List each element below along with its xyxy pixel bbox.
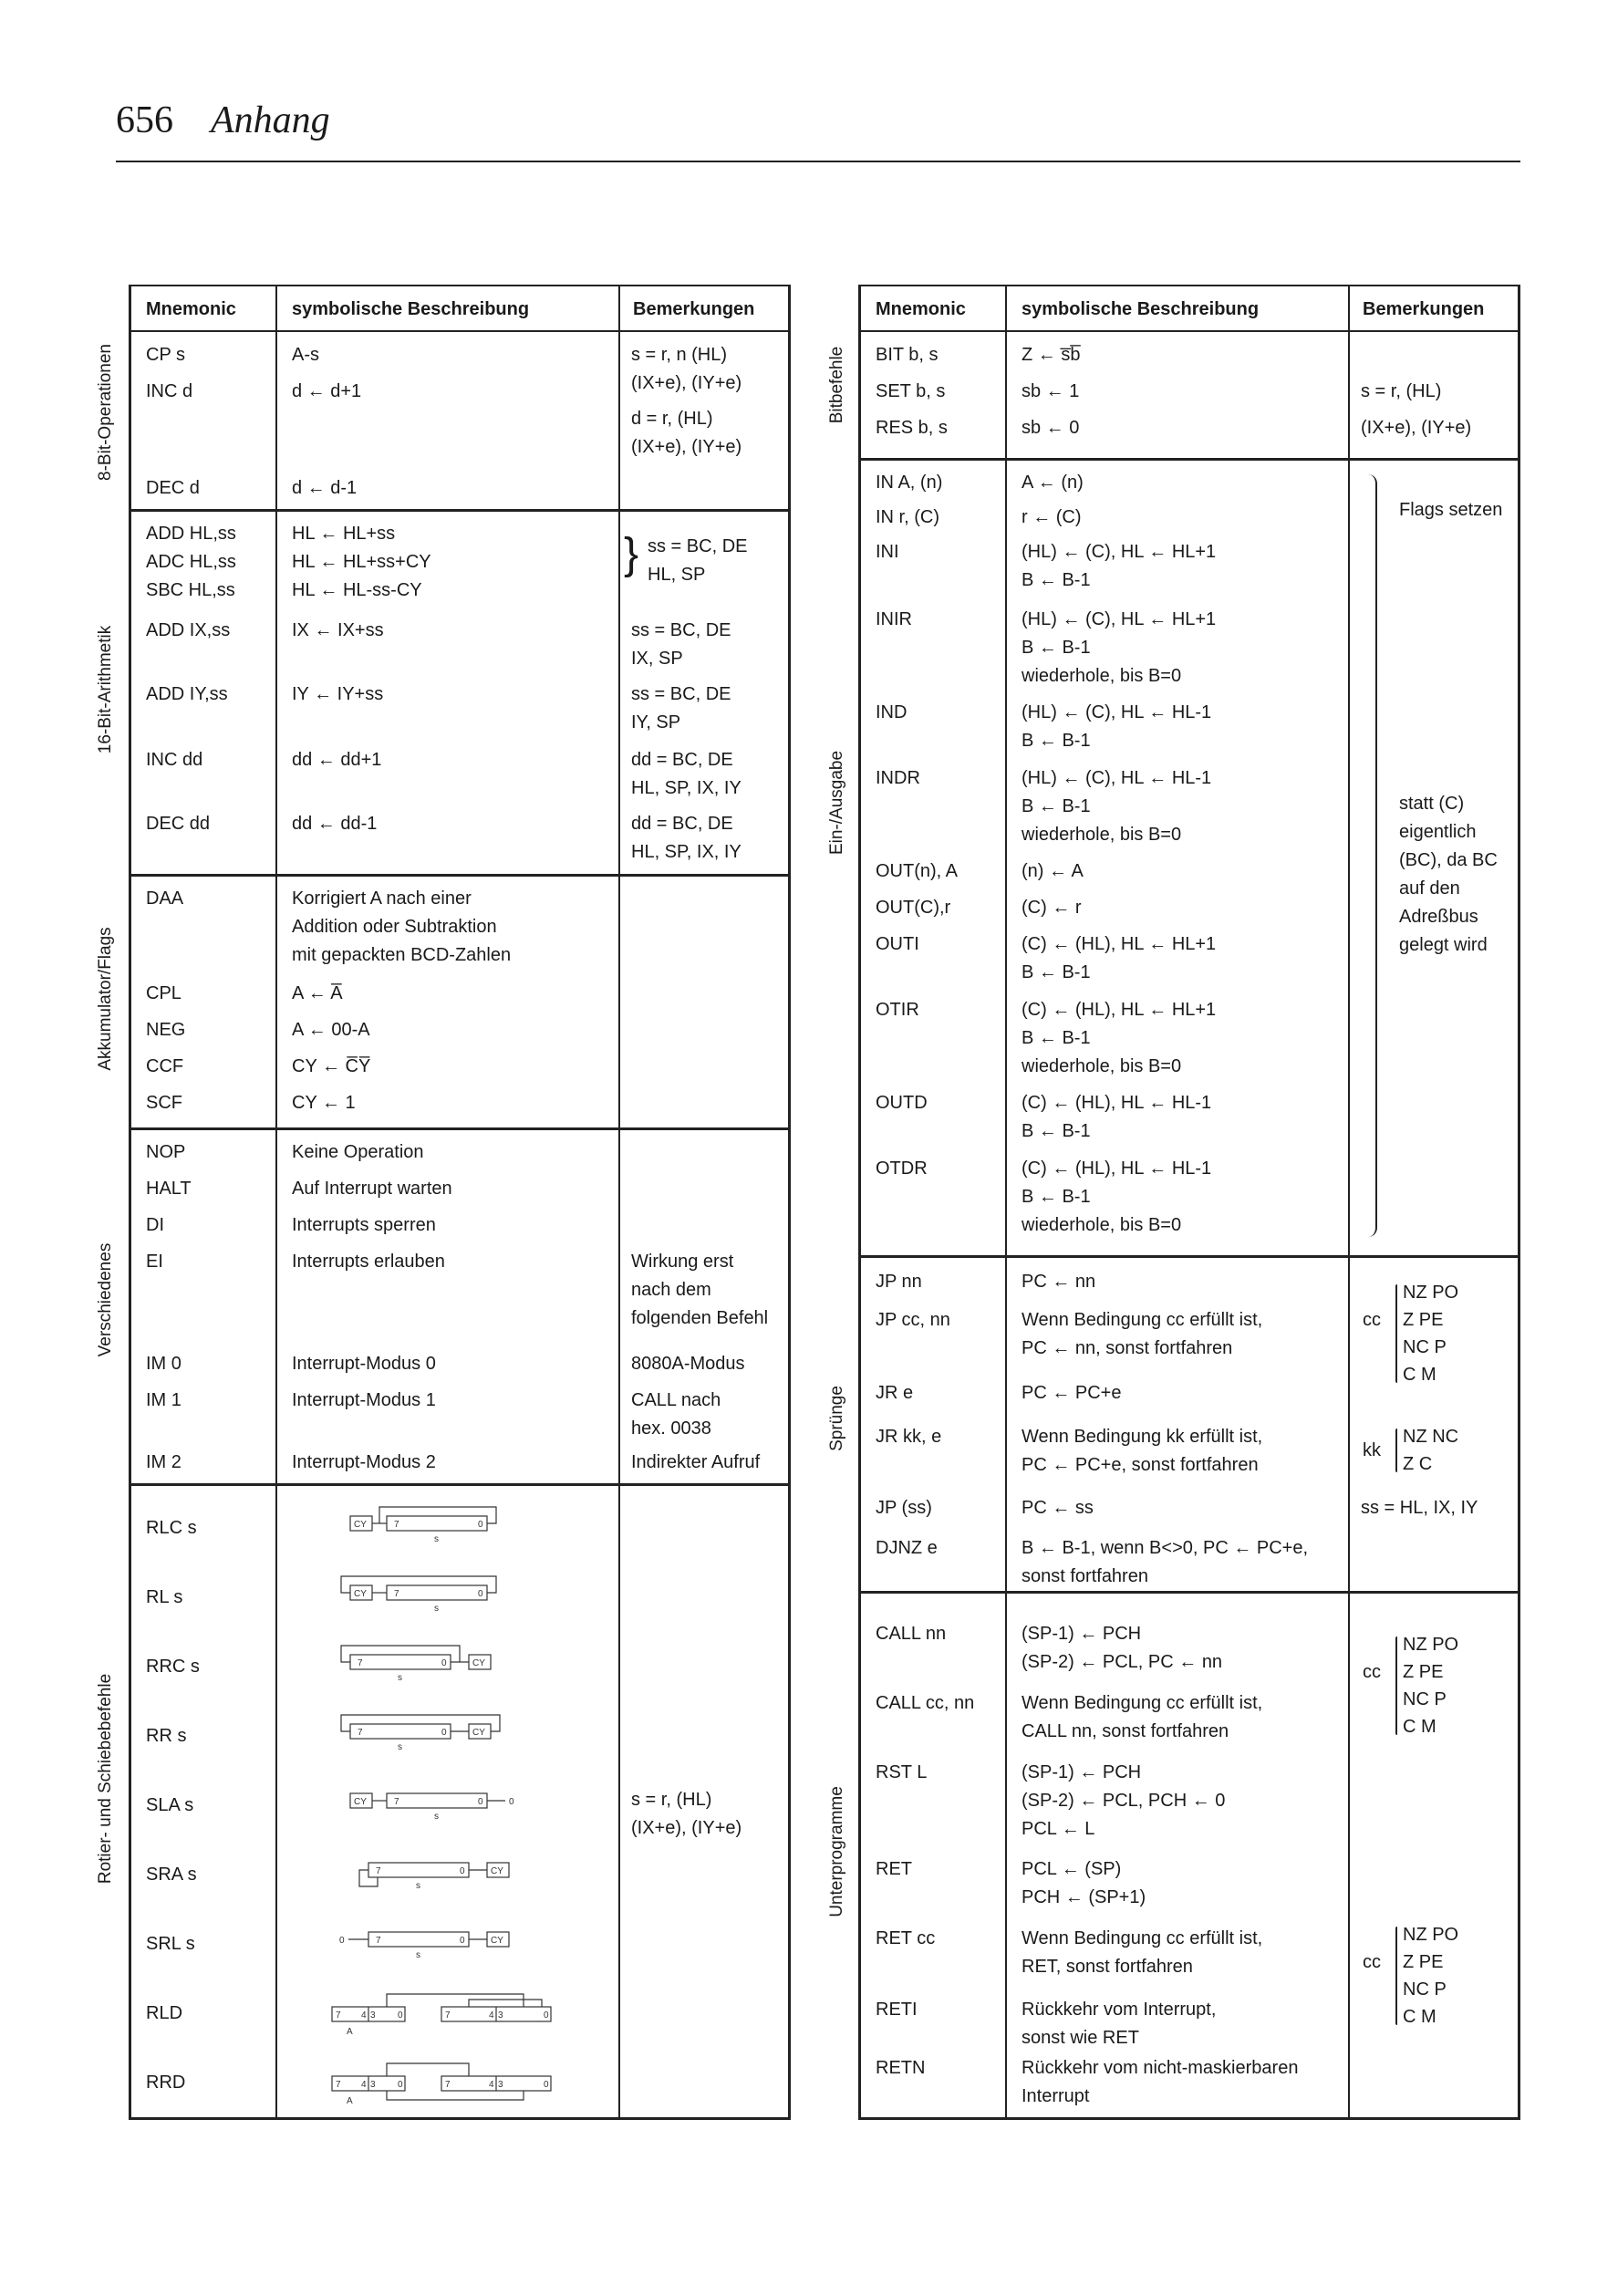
description: PCL ← (SP) PCH ← (SP+1) (1022, 1859, 1146, 1907)
mnemonic: RST L (876, 1762, 928, 1782)
mnemonic: SCF (146, 1093, 182, 1113)
description: A ← 00-A (292, 1020, 370, 1040)
diagram-sla (350, 1793, 514, 1822)
mnemonic: RET (876, 1859, 912, 1879)
page-title: Anhang (211, 99, 330, 141)
condition-cc-jp (1363, 1279, 1518, 1388)
description: dd ← dd-1 (292, 814, 378, 834)
label-bit7: 7 (445, 2080, 451, 2090)
label-bit3: 3 (370, 2010, 376, 2021)
remark: s = r, (HL) (1361, 381, 1442, 401)
mnemonic: BIT b, s (876, 345, 939, 365)
label-s: s (416, 1950, 420, 1960)
description: PC ← ss (1022, 1498, 1094, 1518)
label-bit0: 0 (478, 1589, 483, 1599)
remark-bc: statt (C) eigentlich (BC), da BC auf den Adreßbus gelegt wird (1399, 794, 1498, 955)
label-bit7: 7 (336, 2010, 341, 2021)
description: Keine Operation (292, 1142, 424, 1162)
mnemonic: JR e (876, 1383, 914, 1403)
label-bit4: 4 (361, 2010, 367, 2021)
mnemonic: SRL s (146, 1934, 195, 1954)
mnemonic: IN A, (n) (876, 473, 943, 493)
mnemonic: INC d (146, 381, 193, 401)
mnemonic: RETN (876, 2058, 926, 2078)
description: Wenn Bedingung kk erfüllt ist, PC ← PC+e, sonst fortfahren (1022, 1427, 1263, 1475)
description: (C) ← (HL), HL ← HL-1 B ← B-1 wiederhole, bis B=0 (1022, 1158, 1212, 1235)
mnemonic: ADD IY,ss (146, 684, 228, 704)
description: r ← (C) (1022, 507, 1082, 527)
kk-label: kk (1363, 1440, 1381, 1460)
diagram-rlc (350, 1507, 496, 1544)
mnemonic: RLC s (146, 1518, 197, 1538)
remark: d = r, (HL) (IX+e), (IY+e) (631, 409, 742, 457)
diagram-rrc (341, 1646, 491, 1683)
mnemonic: IM 2 (146, 1452, 182, 1472)
label-cy: CY (491, 1936, 503, 1946)
description: A-s (292, 345, 319, 365)
label-bit0: 0 (544, 2080, 549, 2090)
kk-list: NZ NC Z C (1403, 1427, 1459, 1474)
mnemonic: OUTI (876, 934, 919, 954)
category-16bit: 16-Bit-Arithmetik (96, 625, 115, 754)
category-verschiedenes: Verschiedenes (96, 1242, 115, 1357)
description: (HL) ← (C), HL ← HL-1 B ← B-1 (1022, 702, 1212, 751)
category-bit: Bitbefehle (827, 346, 846, 424)
description: (SP-1) ← PCH (SP-2) ← PCL, PCH ← 0 PCL ← L (1022, 1762, 1226, 1839)
mnemonic: IN r, (C) (876, 507, 939, 527)
label-s: s (398, 1673, 402, 1683)
category-8bit: 8-Bit-Operationen (96, 344, 115, 481)
description: (C) ← r (1022, 898, 1082, 918)
description: Interrupt-Modus 0 (292, 1354, 436, 1374)
description: (HL) ← (C), HL ← HL+1 B ← B-1 wiederhole, bis B=0 (1022, 609, 1217, 686)
diagram-rld (332, 1994, 551, 2037)
condition-cc-call (1363, 1631, 1518, 1740)
label-cy: CY (354, 1520, 367, 1530)
mnemonic: CP s (146, 345, 185, 365)
mnemonic: CPL (146, 983, 182, 1003)
label-s: s (434, 1812, 439, 1822)
category-unterprogramme: Unterprogramme (827, 1786, 846, 1917)
description: Wenn Bedingung cc erfüllt ist, PC ← nn, sonst fortfahren (1022, 1310, 1263, 1358)
mnemonic: IM 0 (146, 1354, 182, 1374)
category-rotier: Rotier- und Schiebebefehle (96, 1673, 115, 1885)
mnemonic: DAA (146, 888, 184, 909)
label-bit7: 7 (445, 2010, 451, 2021)
description: sb ← 0 (1022, 418, 1080, 438)
label-bit3: 3 (498, 2080, 503, 2090)
mnemonic: INIR (876, 609, 912, 629)
label-cy: CY (491, 1866, 503, 1876)
remark: (IX+e), (IY+e) (1361, 418, 1472, 438)
label-bit0: 0 (478, 1520, 483, 1530)
description: d ← d-1 (292, 478, 358, 498)
mnemonic: OTDR (876, 1158, 928, 1179)
mnemonic: CCF (146, 1056, 184, 1076)
instruction-table-right (858, 285, 1520, 2120)
description: (HL) ← (C), HL ← HL-1 B ← B-1 wiederhole, bis B=0 (1022, 768, 1212, 845)
description: Interrupt-Modus 2 (292, 1452, 436, 1472)
label-bit4: 4 (489, 2080, 494, 2090)
mnemonic: RETI (876, 2000, 918, 2020)
mnemonic: RRD (146, 2073, 186, 2093)
label-bit7: 7 (394, 1797, 399, 1807)
label-a: A (347, 2027, 353, 2037)
condition-cc-ret (1363, 1921, 1518, 2031)
mnemonic: DEC d (146, 478, 200, 498)
category-spruenge: Sprünge (827, 1386, 846, 1451)
mnemonic: RLD (146, 2003, 183, 2023)
header-beschreibung: symbolische Beschreibung (1022, 299, 1260, 319)
remark: dd = BC, DE HL, SP, IX, IY (631, 814, 742, 862)
category-io: Ein-/Ausgabe (827, 750, 846, 856)
remark: Wirkung erst nach dem folgenden Befehl (631, 1252, 769, 1328)
remark: ss = BC, DE HL, SP (648, 536, 748, 585)
mnemonic: ADD IX,ss (146, 620, 231, 640)
label-zero: 0 (509, 1797, 514, 1807)
description: Interrupts erlauben (292, 1252, 445, 1272)
label-bit7: 7 (394, 1589, 399, 1599)
header-bemerkungen: Bemerkungen (633, 299, 755, 319)
label-bit4: 4 (489, 2010, 494, 2021)
category-akku: Akkumulator/Flags (96, 927, 115, 1071)
diagram-sra (359, 1863, 509, 1891)
mnemonic: OTIR (876, 1000, 919, 1020)
mnemonic: SRA s (146, 1865, 197, 1885)
diagram-rr (341, 1715, 500, 1752)
mnemonic: JP (ss) (876, 1498, 932, 1518)
description: Rückkehr vom Interrupt, sonst wie RET (1022, 2000, 1217, 2048)
description: Auf Interrupt warten (292, 1179, 452, 1199)
mnemonic: NEG (146, 1020, 186, 1040)
description: d ← d+1 (292, 381, 362, 401)
mnemonic: DJNZ e (876, 1538, 938, 1558)
cc-label: cc (1363, 1310, 1381, 1330)
description: Interrupts sperren (292, 1215, 436, 1235)
mnemonic: HALT (146, 1179, 192, 1199)
remark: s = r, n (HL) (IX+e), (IY+e) (631, 345, 742, 393)
condition-kk (1363, 1423, 1518, 1478)
mnemonic: NOP (146, 1142, 186, 1162)
description: B ← B-1, wenn B<>0, PC ← PC+e, sonst fortfahren (1022, 1538, 1309, 1586)
mnemonic: OUT(n), A (876, 861, 959, 881)
label-bit4: 4 (361, 2080, 367, 2090)
label-s: s (434, 1534, 439, 1544)
mnemonic: INDR (876, 768, 920, 788)
cc-label: cc (1363, 1662, 1381, 1682)
description: Wenn Bedingung cc erfüllt ist, RET, sonst fortfahren (1022, 1928, 1263, 1977)
label-zero: 0 (339, 1936, 345, 1946)
mnemonic: OUTD (876, 1093, 928, 1113)
mnemonic: RES b, s (876, 418, 948, 438)
label-cy: CY (472, 1658, 485, 1668)
cc-label: cc (1363, 1952, 1381, 1972)
label-cy: CY (472, 1728, 485, 1738)
remark: ss = BC, DE IX, SP (631, 620, 731, 669)
description: IX ← IX+ss (292, 620, 384, 640)
label-bit3: 3 (370, 2080, 376, 2090)
header-mnemonic: Mnemonic (876, 299, 966, 319)
label-a: A (347, 2096, 353, 2106)
label-bit7: 7 (376, 1936, 381, 1946)
brace-io (1368, 474, 1377, 1237)
remark: ss = HL, IX, IY (1361, 1498, 1478, 1518)
label-bit0: 0 (478, 1797, 483, 1807)
description: sb ← 1 (1022, 381, 1080, 401)
label-bit7: 7 (336, 2080, 341, 2090)
label-bit0: 0 (460, 1866, 465, 1876)
label-bit0: 0 (398, 2010, 403, 2021)
remark: s = r, (HL) (IX+e), (IY+e) (631, 1790, 742, 1838)
mnemonic: DI (146, 1215, 164, 1235)
mnemonic: CALL nn (876, 1624, 947, 1644)
label-bit0: 0 (544, 2010, 549, 2021)
cc-list: NZ PO Z PE NC P C M (1403, 1925, 1459, 2027)
header-mnemonic: Mnemonic (146, 299, 236, 319)
remark: 8080A-Modus (631, 1354, 745, 1374)
header-bemerkungen: Bemerkungen (1363, 299, 1485, 319)
mnemonic: ADD HL,ss ADC HL,ss SBC HL,ss (146, 524, 236, 600)
description: CY ← 1 (292, 1093, 356, 1113)
description: A ← A̅ (292, 983, 343, 1003)
mnemonic: SLA s (146, 1795, 194, 1815)
remark-flags: Flags setzen (1399, 500, 1503, 520)
diagram-rl (341, 1576, 496, 1614)
description: (C) ← (HL), HL ← HL-1 B ← B-1 (1022, 1093, 1212, 1141)
header-beschreibung: symbolische Beschreibung (292, 299, 530, 319)
label-cy: CY (354, 1797, 367, 1807)
label-cy: CY (354, 1589, 367, 1599)
page-number: 656 (116, 99, 173, 141)
description: IY ← IY+ss (292, 684, 384, 704)
remark: dd = BC, DE HL, SP, IX, IY (631, 750, 742, 798)
mnemonic: INC dd (146, 750, 203, 770)
label-bit0: 0 (441, 1658, 447, 1668)
diagram-rrd (332, 2063, 551, 2106)
label-bit0: 0 (398, 2080, 403, 2090)
mnemonic: IND (876, 702, 908, 722)
mnemonic: JP nn (876, 1272, 922, 1292)
description: HL ← HL+ss HL ← HL+ss+CY HL ← HL-ss-CY (292, 524, 431, 600)
diagram-srl (339, 1932, 509, 1960)
description: (n) ← A (1022, 861, 1084, 881)
mnemonic: RRC s (146, 1657, 200, 1677)
mnemonic: DEC dd (146, 814, 211, 834)
description: PC ← PC+e (1022, 1383, 1122, 1403)
brace: } (624, 530, 639, 578)
mnemonic: RET cc (876, 1928, 936, 1948)
description: CY ← C̅Y̅ (292, 1056, 371, 1076)
mnemonic: OUT(C),r (876, 898, 951, 918)
label-s: s (398, 1742, 402, 1752)
mnemonic: JR kk, e (876, 1427, 942, 1447)
remark: CALL nach hex. 0038 (631, 1390, 721, 1439)
description: (C) ← (HL), HL ← HL+1 B ← B-1 (1022, 934, 1217, 982)
label-bit0: 0 (441, 1728, 447, 1738)
cc-list: NZ PO Z PE NC P C M (1403, 1283, 1459, 1385)
description: (HL) ← (C), HL ← HL+1 B ← B-1 (1022, 542, 1217, 590)
page-header (116, 91, 1520, 162)
description: Korrigiert A nach einer Addition oder Subtraktion mit gepackten BCD-Zahlen (292, 888, 512, 965)
instruction-table-left (129, 285, 791, 2120)
rotate-shift-diagrams (314, 1496, 606, 2125)
label-s: s (416, 1881, 420, 1891)
description: Wenn Bedingung cc erfüllt ist, CALL nn, sonst fortfahren (1022, 1693, 1263, 1741)
description: Z ← s̅b̅ (1022, 345, 1081, 365)
mnemonic: SET b, s (876, 381, 946, 401)
mnemonic: IM 1 (146, 1390, 182, 1410)
label-bit7: 7 (358, 1728, 363, 1738)
description: Interrupt-Modus 1 (292, 1390, 436, 1410)
mnemonic: INI (876, 542, 899, 562)
description: Rückkehr vom nicht-maskierbaren Interrupt (1022, 2058, 1299, 2106)
mnemonic: RR s (146, 1726, 187, 1746)
label-s: s (434, 1604, 439, 1614)
mnemonic: EI (146, 1252, 163, 1272)
description: (C) ← (HL), HL ← HL+1 B ← B-1 wiederhole, bis B=0 (1022, 1000, 1217, 1076)
label-bit7: 7 (376, 1866, 381, 1876)
description: A ← (n) (1022, 473, 1084, 493)
description: (SP-1) ← PCH (SP-2) ← PCL, PC ← nn (1022, 1624, 1223, 1672)
label-bit0: 0 (460, 1936, 465, 1946)
label-bit7: 7 (394, 1520, 399, 1530)
mnemonic: RL s (146, 1587, 183, 1607)
description: dd ← dd+1 (292, 750, 382, 770)
label-bit7: 7 (358, 1658, 363, 1668)
cc-list: NZ PO Z PE NC P C M (1403, 1635, 1459, 1737)
remark: Indirekter Aufruf (631, 1452, 761, 1472)
label-bit3: 3 (498, 2010, 503, 2021)
mnemonic: JP cc, nn (876, 1310, 950, 1330)
remark: ss = BC, DE IY, SP (631, 684, 731, 732)
description: PC ← nn (1022, 1272, 1096, 1292)
mnemonic: CALL cc, nn (876, 1693, 975, 1713)
